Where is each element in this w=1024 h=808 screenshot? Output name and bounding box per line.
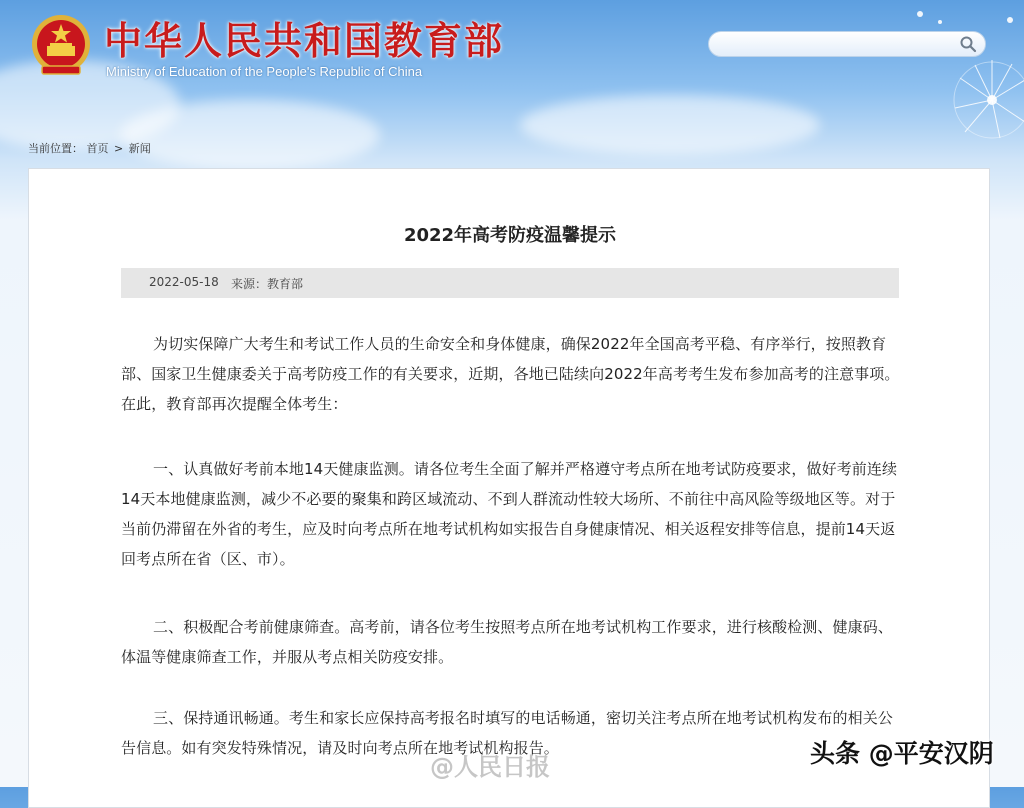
toutiao-watermark: 头条 @平安汉阴 [810, 739, 994, 768]
article-paragraph-intro: 为切实保障广大考生和考试工作人员的生命安全和身体健康，确保2022年全国高考平稳、有序举行，按照教育部、国家卫生健康委关于高考防疫工作的有关要求，近期，各地已陆续向2022年高考考生发布参加高考的注意事项。在此，教育部再次提醒全体考生： [121, 335, 900, 413]
article-meta-bar [121, 268, 899, 298]
article-title: 2022年高考防疫温馨提示 [403, 225, 617, 246]
breadcrumb-separator: > [114, 142, 124, 155]
breadcrumb-current[interactable]: 新闻 [128, 142, 151, 155]
site-title-chinese[interactable]: 中华人民共和国教育部 [104, 19, 505, 63]
article-panel [28, 168, 990, 808]
article-date: 2022-05-18 [149, 275, 219, 289]
article-source: 教育部 [267, 277, 304, 291]
weibo-watermark: @人民日报 [430, 753, 550, 781]
site-header [0, 0, 1024, 135]
article-paragraph-1: 一、认真做好考前本地14天健康监测。请各位考生全面了解并严格遵守考点所在地考试防疫要求，做好考前连续14天本地健康监测，减少不必要的聚集和跨区域流动、不到人群流动性较大场所、不前往中高风险等级地区等。对于当前仍滞留在外省的考生，应及时向考点所在地考试机构如实报告自身健康情况、相关返程安排等信息，提前14天返回考点所在省（区、市）。 [121, 460, 898, 568]
breadcrumb-prefix: 当前位置： [28, 142, 83, 155]
site-title-english: Ministry of Education of the People's Republic of China [106, 64, 423, 79]
article-source-label: 来源： [231, 277, 268, 291]
national-emblem-icon[interactable] [30, 14, 92, 78]
article-paragraph-3: 三、保持通讯畅通。考生和家长应保持高考报名时填写的电话畅通，密切关注考点所在地考试机构发布的相关公告信息。如有突发特殊情况，请及时向考点所在地考试机构报告。 [121, 709, 893, 757]
dandelion-decoration [880, 0, 1024, 170]
article-paragraph-2: 二、积极配合考前健康筛查。高考前，请各位考生按照考点所在地考试机构工作要求，进行核酸检测、健康码、体温等健康筛查工作，并服从考点相关防疫安排。 [121, 618, 893, 666]
breadcrumb-home-link[interactable]: 首页 [86, 142, 109, 155]
breadcrumb [28, 140, 151, 156]
